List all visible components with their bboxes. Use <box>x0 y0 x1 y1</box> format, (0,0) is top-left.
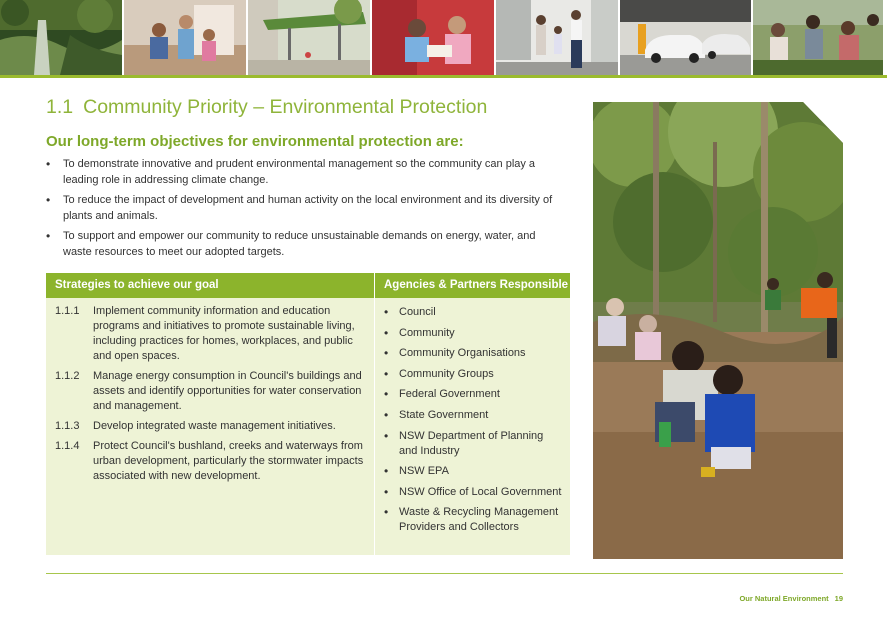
page-title <box>46 96 487 119</box>
strategy-row <box>55 304 368 364</box>
strategy-text: Manage energy consumption in Council's buildings and assets and identify opportunities for water conservation and management. <box>93 370 362 412</box>
strategies-cell <box>46 298 375 555</box>
tree-planting-photo <box>593 102 843 559</box>
strategy-code: 1.1.3 <box>55 420 80 432</box>
town-centre-photo <box>248 0 370 75</box>
family-walking-photo <box>496 0 618 75</box>
agency-item: • NSW EPA <box>384 464 564 479</box>
agency-item: • Council <box>384 305 564 320</box>
objectives-list <box>46 157 566 265</box>
objectives-heading: Our long-term objectives for environmental protection are: <box>46 133 464 150</box>
agency-item: • Community Groups <box>384 367 564 382</box>
strategy-text: Implement community information and education programs and initiatives to promote sustainable living, including practices for homes, workplaces, and public and open spaces. <box>93 305 355 362</box>
section-title: Community Priority – Environmental Protection <box>83 96 488 118</box>
strategy-code: 1.1.2 <box>55 370 80 382</box>
table-header <box>46 273 570 298</box>
agencies-list <box>384 305 564 535</box>
agency-item: • NSW Office of Local Government <box>384 485 564 500</box>
footer-divider <box>46 573 843 574</box>
electric-car-charging-photo <box>620 0 751 75</box>
agency-item: • NSW Department of Planning and Industry <box>384 429 564 459</box>
children-reading-photo <box>372 0 494 75</box>
waterfall-creek-photo <box>0 0 122 75</box>
children-play-photo <box>124 0 246 75</box>
page-footer <box>739 594 843 603</box>
strategy-text: Protect Council's bushland, creeks and waterways from urban development, particularly the stormwater impacts associated with new development. <box>93 440 364 482</box>
strategies-column-header: Strategies to achieve our goal <box>46 273 375 298</box>
strategies-table <box>46 273 570 555</box>
agency-item: • Waste & Recycling Management Providers and Collectors <box>384 505 564 535</box>
strategy-row <box>55 419 368 434</box>
objective-item: • To reduce the impact of development and human activity on the local environment and its diversity of plants and animals. <box>46 193 566 224</box>
objective-item: • To demonstrate innovative and prudent environmental management so the community can play a leading role in addressing climate change. <box>46 157 566 188</box>
page-number: 19 <box>834 594 843 603</box>
strategy-code: 1.1.1 <box>55 305 80 317</box>
objective-item: • To support and empower our community to reduce unsustainable demands on energy, water, and waste resources to meet our adopted targets. <box>46 229 566 260</box>
table-body <box>46 298 570 555</box>
section-number: 1.1 <box>46 96 74 118</box>
strategy-text: Develop integrated waste management initiatives. <box>93 420 336 432</box>
header-divider <box>0 75 887 78</box>
agency-item: • Community Organisations <box>384 346 564 361</box>
agency-item: • Community <box>384 326 564 341</box>
agencies-column-header: Agencies & Partners Responsible <box>384 279 569 291</box>
footer-section-name: Our Natural Environment <box>739 594 829 603</box>
strategy-code: 1.1.4 <box>55 440 80 452</box>
agencies-cell <box>375 298 570 555</box>
agency-item: • State Government <box>384 408 564 423</box>
community-planting-photo <box>753 0 883 75</box>
strategy-row <box>55 369 368 414</box>
agency-item: • Federal Government <box>384 387 564 402</box>
strategy-row <box>55 439 368 484</box>
header-photo-strip <box>0 0 887 75</box>
